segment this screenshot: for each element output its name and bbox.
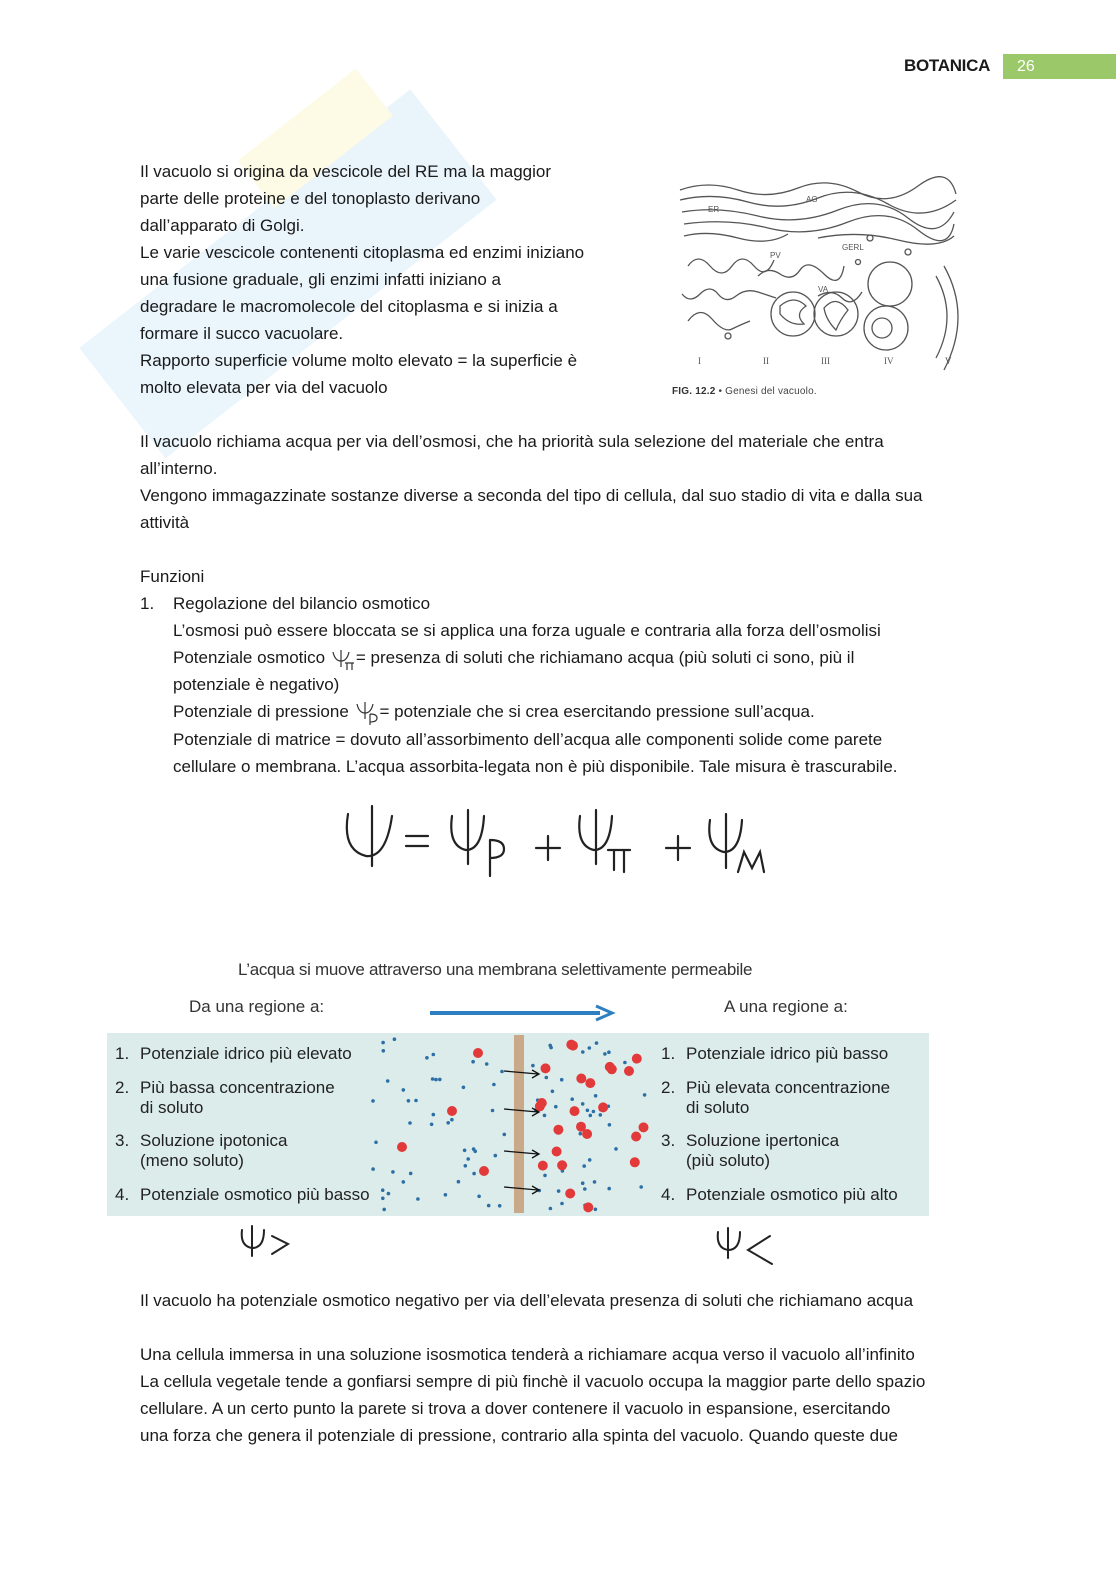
water-molecule <box>402 1088 406 1092</box>
text-line: Vengono immagazzinate sostanze diverse a seconda del tipo di cellula, dal suo stadio di vita e dalla sua <box>140 486 923 505</box>
solute-particle <box>447 1106 457 1116</box>
handwritten-water-potential-formula <box>340 800 780 890</box>
header-title: BOTANICA <box>904 56 991 75</box>
list-item: 2. Più elevata concentrazione di soluto <box>661 1078 891 1117</box>
water-molecule <box>438 1078 442 1082</box>
water-molecule <box>425 1056 429 1060</box>
water-molecule <box>414 1099 418 1103</box>
water-molecule <box>472 1172 476 1176</box>
water-molecule <box>464 1164 468 1168</box>
solute-particle <box>541 1063 551 1073</box>
water-molecule <box>639 1185 643 1189</box>
water-molecule <box>386 1079 390 1083</box>
water-molecule <box>588 1046 592 1050</box>
solute-particle <box>631 1132 641 1142</box>
figure-caption-label: FIG. 12.2 <box>672 386 716 397</box>
water-molecule <box>560 1078 564 1082</box>
water-molecule <box>593 1180 597 1184</box>
water-molecule <box>595 1041 599 1045</box>
solute-particle <box>585 1078 595 1088</box>
water-molecule <box>450 1118 454 1122</box>
isosmotic-paragraph <box>140 1341 1020 1449</box>
solute-particle <box>576 1074 586 1084</box>
water-molecule <box>543 1114 547 1118</box>
water-molecule <box>545 1076 549 1080</box>
water-molecule <box>457 1180 461 1184</box>
text-line: una fusione graduale, gli enzimi infatti iniziano a <box>140 270 502 289</box>
water-molecule <box>583 1187 587 1191</box>
stage-label: III <box>821 356 830 366</box>
solute-particle <box>624 1066 634 1076</box>
water-molecule <box>444 1193 448 1197</box>
solute-particle <box>565 1189 575 1199</box>
list-item: 3. Soluzione ipertonica (più soluto) <box>661 1131 840 1170</box>
text-line: L’osmosi può essere bloccata se si applica una forza uguale e contraria alla forza dell’osmolisi <box>173 621 881 640</box>
water-molecule <box>430 1123 434 1127</box>
label-gerl: GERL <box>842 243 864 252</box>
water-molecule <box>581 1102 585 1106</box>
water-molecule <box>551 1090 555 1094</box>
text-line <box>173 644 1023 671</box>
handwritten-psi-greater-icon <box>236 1222 300 1262</box>
membrane <box>514 1035 524 1213</box>
water-molecule <box>623 1061 627 1065</box>
water-molecule <box>472 1147 476 1151</box>
water-molecule <box>557 1189 561 1193</box>
water-molecule <box>603 1052 607 1056</box>
water-molecule <box>594 1208 598 1212</box>
water-molecule <box>549 1207 553 1211</box>
water-molecule <box>409 1172 413 1176</box>
water-molecule <box>487 1204 491 1208</box>
water-molecule <box>500 1070 504 1074</box>
water-molecule <box>582 1164 586 1168</box>
water-molecule <box>371 1167 375 1171</box>
water-molecule <box>586 1109 590 1113</box>
water-molecule <box>494 1154 498 1158</box>
list-item: 1. Potenziale idrico più basso <box>661 1044 889 1063</box>
osmotic-definition: = presenza di soluti che richiamano acqua (più soluti ci sono, più il <box>355 648 855 667</box>
direction-arrow-icon <box>428 1004 618 1022</box>
label-er: ER <box>708 205 720 214</box>
vacuole-potential-paragraph: Il vacuolo ha potenziale osmotico negativo per via dell’elevata presenza di soluti che richiamano acqua <box>140 1291 914 1310</box>
solute-particle <box>479 1166 489 1176</box>
text-line: all’interno. <box>140 459 218 478</box>
water-molecule <box>592 1110 596 1114</box>
water-molecule <box>643 1093 647 1097</box>
text-line <box>173 698 1023 726</box>
water-molecule <box>531 1064 535 1068</box>
text-line: cellulare o membrana. L’acqua assorbita-legata non è più disponibile. Tale misura è trascurabile. <box>173 756 898 776</box>
water-molecule <box>462 1086 466 1090</box>
water-molecule <box>485 1062 489 1066</box>
text-line: dall’apparato di Golgi. <box>140 216 305 235</box>
psi-pi-symbol-icon <box>330 647 356 671</box>
text-line: potenziale è negativo) <box>173 675 340 694</box>
text-line: molto elevata per via del vacuolo <box>140 378 388 397</box>
text-line: formare il succo vacuolare. <box>140 324 344 343</box>
list-item: 1. Potenziale idrico più elevato <box>115 1044 352 1063</box>
water-molecule <box>607 1050 611 1054</box>
water-molecule <box>434 1078 438 1082</box>
text-line: Potenziale di matrice = dovuto all’assorbimento dell’acqua alle componenti solide come parete <box>173 729 883 749</box>
label-pv: PV <box>770 251 781 260</box>
solute-particle <box>552 1147 562 1157</box>
funzioni-heading: Funzioni <box>140 567 205 586</box>
water-molecule <box>387 1192 391 1196</box>
water-molecule <box>416 1197 420 1201</box>
text-line: cellulare. A un certo punto la parete si trova a dover contenere il vacuolo in espansione, esercitando <box>140 1399 891 1418</box>
water-molecule <box>498 1204 502 1208</box>
water-molecule <box>554 1105 558 1109</box>
water-molecule <box>402 1180 406 1184</box>
water-molecule <box>371 1099 375 1103</box>
stage-label: I <box>698 356 701 366</box>
solute-particle <box>607 1064 617 1074</box>
water-molecule <box>579 1132 583 1136</box>
funzioni-item <box>173 590 1023 780</box>
membrane-particles-illustration <box>368 1033 658 1216</box>
pressure-label: Potenziale di pressione <box>173 702 349 721</box>
water-molecule <box>466 1157 470 1161</box>
to-region-label: A una regione a: <box>724 997 848 1016</box>
water-molecule <box>608 1123 612 1127</box>
water-molecule <box>570 1097 574 1101</box>
solute-particle <box>570 1106 580 1116</box>
water-molecule <box>431 1077 435 1081</box>
water-molecule <box>581 1050 585 1054</box>
water-molecule <box>599 1113 603 1117</box>
water-molecule <box>432 1053 436 1057</box>
text-line: Rapporto superficie volume molto elevato = la superficie è <box>140 351 578 370</box>
stage-label: V <box>945 356 952 366</box>
water-molecule <box>503 1133 507 1137</box>
solute-particle <box>639 1122 649 1132</box>
solute-particle <box>557 1160 567 1170</box>
osmosis-paragraph <box>140 428 1020 536</box>
water-molecule <box>381 1197 385 1201</box>
figure-caption: FIG. 12.2 • Genesi del vacuolo. <box>672 386 817 397</box>
list-item: 2. Più bassa concentrazione di soluto <box>115 1078 335 1117</box>
water-molecule <box>589 1114 593 1118</box>
water-molecule <box>382 1049 386 1053</box>
water-molecule <box>492 1083 496 1087</box>
water-molecule <box>588 1158 592 1162</box>
water-molecule <box>381 1188 385 1192</box>
water-molecule <box>560 1202 564 1206</box>
item-title: Regolazione del bilancio osmotico <box>173 594 431 613</box>
stage-label: IV <box>884 356 894 366</box>
water-molecule <box>543 1174 547 1178</box>
water-molecule <box>463 1149 467 1153</box>
water-molecule <box>607 1187 611 1191</box>
solute-particle <box>553 1125 563 1135</box>
text-line: Il vacuolo si origina da vescicole del RE ma la maggior <box>140 162 552 181</box>
text-line: parte delle proteine e del tonoplasto derivano <box>140 189 481 208</box>
list-item: 4. Potenziale osmotico più alto <box>661 1185 898 1204</box>
solute-particle <box>598 1102 608 1112</box>
pressure-definition: = potenziale che si crea esercitando pressione sull’acqua. <box>379 702 815 721</box>
osmotic-label: Potenziale osmotico <box>173 648 326 667</box>
water-molecule <box>594 1094 598 1098</box>
water-molecule <box>581 1181 585 1185</box>
solute-particle <box>630 1157 640 1167</box>
water-molecule <box>471 1060 475 1064</box>
text-line: attività <box>140 513 190 532</box>
text-line: Le varie vescicole contenenti citoplasma ed enzimi iniziano <box>140 243 585 262</box>
water-molecule <box>477 1195 481 1199</box>
text-line: Il vacuolo richiama acqua per via dell’osmosi, che ha priorità sula selezione del materiale che entra <box>140 432 884 451</box>
solute-particle <box>538 1161 548 1171</box>
stage-label: II <box>763 356 769 366</box>
water-molecule <box>548 1044 552 1048</box>
water-molecule <box>381 1041 385 1045</box>
solute-particle <box>632 1054 642 1064</box>
handwritten-psi-less-icon <box>718 1228 772 1264</box>
solute-particle <box>583 1202 593 1212</box>
text-line: La cellula vegetale tende a gonfiarsi sempre di più finchè il vacuolo occupa la maggior parte dello spazio <box>140 1372 926 1391</box>
water-molecule <box>393 1037 397 1041</box>
from-region-label: Da una regione a: <box>189 997 325 1016</box>
list-item: 3. Soluzione ipotonica (meno soluto) <box>115 1131 288 1170</box>
text-line: degradare le macromolecole del citoplasma e si inizia a <box>140 297 558 316</box>
water-molecule <box>382 1208 386 1212</box>
water-molecule <box>374 1141 378 1145</box>
text-line: una forza che genera il potenziale di pressione, contrario alla spinta del vacuolo. Quando queste due <box>140 1426 898 1445</box>
solute-particle <box>473 1048 483 1058</box>
solute-particle <box>582 1129 592 1139</box>
solute-particle <box>397 1142 407 1152</box>
water-molecule <box>614 1147 618 1151</box>
list-item: 4. Potenziale osmotico più basso <box>115 1185 370 1204</box>
diagram-title: L’acqua si muove attraverso una membrana selettivamente permeabile <box>238 960 753 979</box>
label-va: VA <box>818 285 829 294</box>
label-ag: AG <box>806 195 818 204</box>
water-molecule <box>446 1121 450 1125</box>
solute-particle <box>568 1041 578 1051</box>
text-line: Una cellula immersa in una soluzione isosmotica tenderà a richiamare acqua verso il vacuolo all’infinito <box>140 1345 915 1364</box>
water-molecule <box>491 1109 495 1113</box>
water-molecule <box>407 1099 411 1103</box>
water-molecule <box>408 1121 412 1125</box>
intro-paragraph <box>140 158 640 401</box>
vacuole-genesis-figure <box>668 176 968 404</box>
water-molecule <box>432 1113 436 1117</box>
psi-p-symbol-icon <box>354 700 380 726</box>
list-number: 1. <box>140 594 155 613</box>
page-number: 26 <box>1003 54 1116 79</box>
figure-caption-text: Genesi del vacuolo. <box>725 386 817 397</box>
water-molecule <box>391 1170 395 1174</box>
